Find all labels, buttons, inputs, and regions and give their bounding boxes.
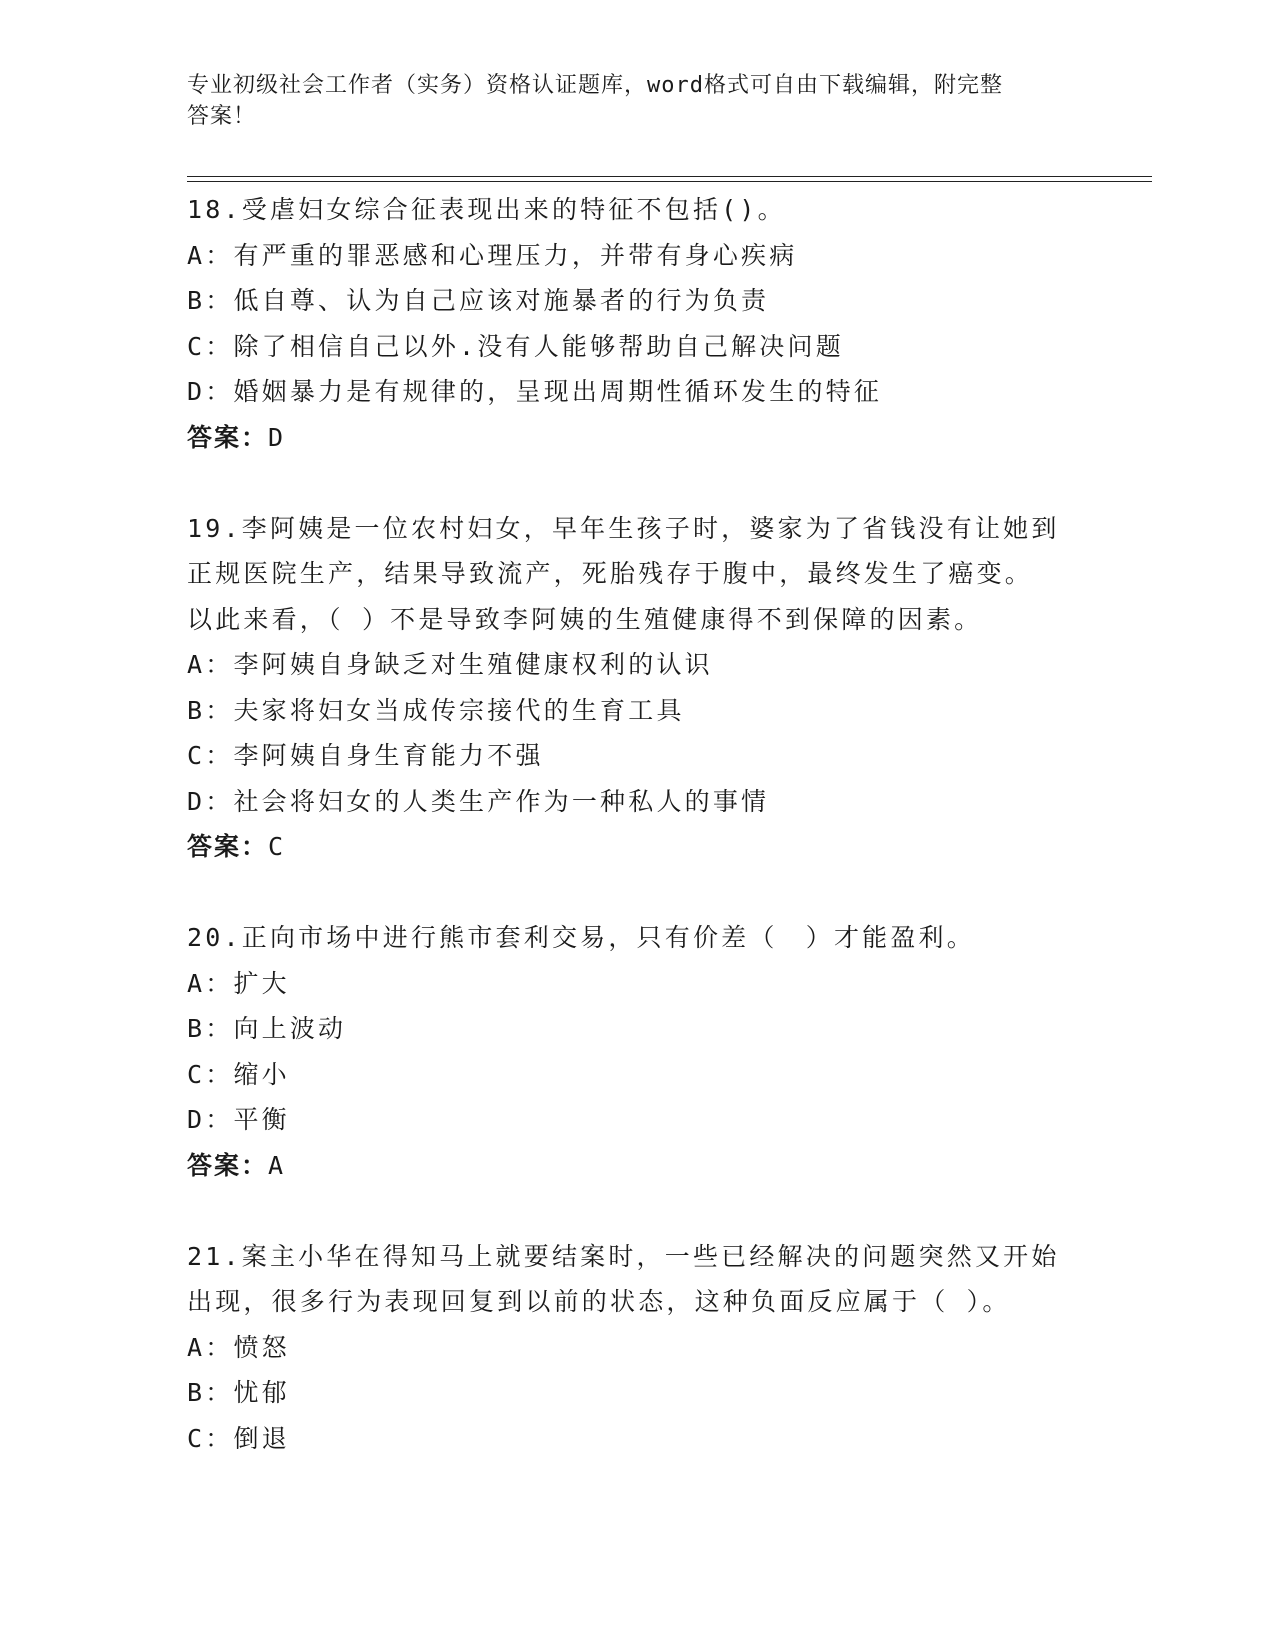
option-b: B：夫家将妇女当成传宗接代的生育工具	[187, 695, 685, 725]
document-header	[187, 70, 1067, 132]
question-text: 19.李阿姨是一位农村妇女，早年生孩子时，婆家为了省钱没有让她到	[187, 513, 1060, 543]
option-b: B：低自尊、认为自己应该对施暴者的行为负责	[187, 286, 770, 315]
question-20	[187, 915, 1087, 1188]
option-a: A：愤怒	[187, 1332, 290, 1362]
option-c: C：倒退	[187, 1423, 290, 1453]
question-text: 21.案主小华在得知马上就要结案时，一些已经解决的问题突然又开始	[187, 1241, 1060, 1271]
question-21	[187, 1234, 1087, 1462]
question-text: 18.受虐妇女综合征表现出来的特征不包括()。	[187, 195, 786, 224]
option-a: A：扩大	[187, 968, 290, 998]
header-divider-top	[187, 176, 1152, 177]
header-divider-bottom	[187, 181, 1152, 182]
option-a: A：李阿姨自身缺乏对生殖健康权利的认识	[187, 650, 713, 679]
question-list	[187, 187, 1087, 1461]
answer-label: 答案：	[187, 832, 269, 861]
option-d: D：婚姻暴力是有规律的，呈现出周期性循环发生的特征	[187, 377, 883, 406]
option-b: B：忧郁	[187, 1378, 290, 1407]
option-a: A：有严重的罪恶感和心理压力，并带有身心疾病	[187, 240, 798, 270]
question-text: 20.正向市场中进行熊市套利交易，只有价差（ ）才能盈利。	[187, 923, 975, 952]
option-d: D：社会将妇女的人类生产作为一种私人的事情	[187, 786, 770, 816]
question-18	[187, 187, 1087, 460]
option-c: C：除了相信自己以外.没有人能够帮助自己解决问题	[187, 331, 844, 361]
answer-label: 答案：	[187, 1150, 269, 1180]
option-d: D：平衡	[187, 1105, 290, 1134]
answer	[187, 1143, 1087, 1189]
question-text: 正规医院生产，结果导致流产，死胎残存于腹中，最终发生了癌变。	[187, 559, 1034, 588]
question-19	[187, 506, 1087, 870]
answer	[187, 824, 1087, 870]
header-line-1: 专业初级社会工作者（实务）资格认证题库，word格式可自由下载编辑，附完整	[187, 73, 1003, 98]
header-line-2: 答案！	[187, 104, 257, 129]
answer	[187, 415, 1087, 461]
answer-value: A	[268, 1150, 285, 1180]
answer-value: C	[268, 832, 285, 861]
option-c: C：缩小	[187, 1059, 290, 1089]
question-text: 出现，很多行为表现回复到以前的状态，这种负面反应属于（ ）。	[187, 1287, 1011, 1316]
answer-value: D	[268, 422, 285, 452]
answer-label: 答案：	[187, 422, 269, 452]
option-c: C：李阿姨自身生育能力不强	[187, 741, 544, 770]
question-text: 以此来看，（ ）不是导致李阿姨的生殖健康得不到保障的因素。	[187, 604, 983, 634]
option-b: B：向上波动	[187, 1014, 347, 1043]
